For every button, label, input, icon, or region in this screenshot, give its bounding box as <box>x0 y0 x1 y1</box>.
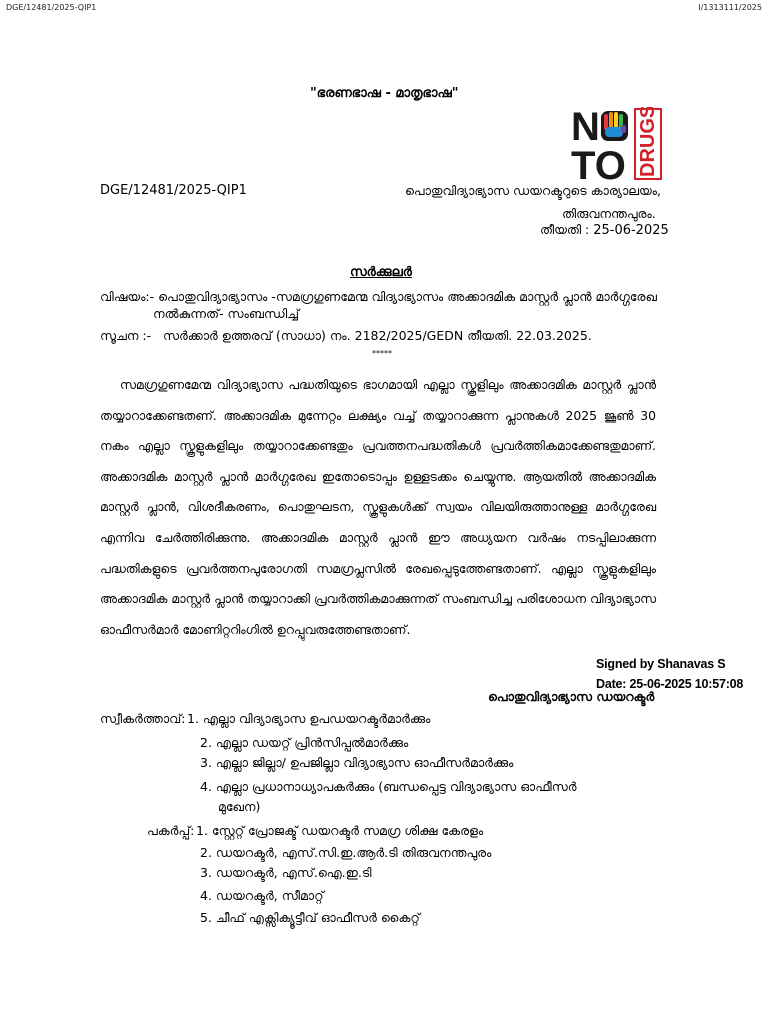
recipient-item: 2. എല്ലാ ഡയറ്റ് പ്രിൻസിപ്പൽമാർക്കും <box>200 735 409 750</box>
svg-text:N: N <box>571 107 600 149</box>
circular-title: സർക്കുലർ <box>350 265 412 280</box>
letter-date <box>540 222 669 238</box>
office-name: പൊതുവിദ്യാഭ്യാസ ഡയറക്ടറുടെ കാര്യാലയം, <box>405 183 661 198</box>
recipient-item: 3. എല്ലാ ജില്ലാ/ ഉപജില്ലാ വിദ്യാഭ്യാസ ഓഫീസർമാർക്കും <box>200 755 514 770</box>
recipient-item: 4. എല്ലാ പ്രധാനാധ്യാപകർക്കും (ബന്ധപ്പെട്ട വിദ്യാഭ്യാസ ഓഫീസർ <box>200 779 577 794</box>
office-location: തിരുവനന്തപുരം. <box>562 206 656 221</box>
copies-label: പകർപ്പ്: <box>147 823 195 838</box>
reference-text: സർക്കാർ ഉത്തരവ് (സാധാ) നം. 2182/2025/GEDN തീയതി. 22.03.2025. <box>163 328 592 343</box>
no-to-drugs-logo <box>571 107 663 181</box>
copy-item: 5. ചീഫ് എക്സിക്യൂട്ടീവ് ഓഫീസർ കൈറ്റ് <box>200 910 420 925</box>
date-label: തീയതി : <box>540 222 594 237</box>
recipient-item: 1. എല്ലാ വിദ്യാഭ്യാസ ഉപഡയറക്ടർമാർക്കും <box>187 711 431 726</box>
motto: "ഭരണഭാഷ - മാതൃഭാഷ" <box>310 86 459 101</box>
subject-label: വിഷയം:- <box>100 289 159 304</box>
date-value: 25-06-2025 <box>593 223 669 238</box>
reference-label: സൂചന :- <box>100 328 152 343</box>
header-file-number: DGE/12481/2025-QIP1 <box>6 3 97 12</box>
separator: ***** <box>372 349 392 358</box>
recipient-item-continuation: മുഖേന) <box>218 799 261 814</box>
subject-line-2: നൽകുന്നത്- സംബന്ധിച്ച് <box>153 306 300 321</box>
copy-item: 2. ഡയറക്ടർ, എസ്.സി.ഇ.ആർ.ടി തിരുവനന്തപുരം <box>200 845 492 860</box>
subject-text: പൊതുവിദ്യാഭ്യാസം -സമഗ്രഗുണമേന്മ വിദ്യാഭ്യാസം അക്കാദമിക മാസ്റ്റർ പ്ലാൻ മാർഗ്ഗരേഖ <box>158 289 657 304</box>
file-number: DGE/12481/2025-QIP1 <box>100 183 247 198</box>
hand-icon <box>601 111 628 141</box>
header-document-id: I/1313111/2025 <box>698 3 762 12</box>
body-paragraph: സമഗ്രഗുണമേന്മ വിദ്യാഭ്യാസ പദ്ധതിയുടെ ഭാഗമായി എല്ലാ സ്കൂളിലും അക്കാദമിക മാസ്റ്റർ പ്ലാൻ തയ്യാറാക്കേണ്ടതണ്. അക്കാദമിക മുന്നേറ്റം ലക്ഷ്യം വച്ച് തയ്യാറാക്കുന്ന പ്ലാനുകൾ 2025 ജൂൺ 30 നകം എല്ലാ സ്കൂളുകളിലും തയ്യാറാക്കേണ്ടതും പ്രവത്തനപദ്ധതികൾ പ്രവർത്തികമാക്കേണ്ടതുമാണ്. അക്കാദമിക മാസ്റ്റർ പ്ലാൻ മാർഗ്ഗരേഖ ഇതോടൊപ്പം ഉള്ളടക്കം ചെയ്യുന്നു. ആയതിൽ അക്കാദമിക മാസ്റ്റർ പ്ലാൻ, വിശദീകരണം, പൊതുഘടന, സ്കൂളുകൾക്ക് സ്വയം വിലയിരുത്താനുള്ള മാർഗ്ഗരേഖ എന്നിവ ചേർത്തിരിക്കുന്നു. അക്കാദമിക മാസ്റ്റർ പ്ലാൻ ഈ അധ്യയന വർഷം നടപ്പിലാക്കുന്ന പദ്ധതികളുടെ പ്രവർത്തനപുരോഗതി സമഗ്രപ്ലസിൽ രേഖപ്പെടുത്തേണ്ടതാണ്. എല്ലാ സ്കൂളുകളിലും അക്കാദമിക മാസ്റ്റർ പ്ലാൻ തയ്യാറാക്കി പ്രവർത്തികമാക്കുന്നത് സംബന്ധിച്ച പരിശോധന വിദ്യാഭ്യാസ ഓഫീസർമാർ മോണിറ്ററിംഗിൽ ഉറപ്പുവരുത്തേണ്ടതാണ്. <box>100 377 656 637</box>
copy-item: 1. സ്റ്റേറ്റ് പ്രോജക്ട് ഡയറക്ടർ സമഗ്ര ശിക്ഷ കേരളം <box>196 823 484 838</box>
signatory-designation: പൊതുവിദ്യാഭ്യാസ ഡയറക്ടർ <box>488 689 655 704</box>
svg-text:DRUGS: DRUGS <box>637 107 659 177</box>
copy-item: 3. ഡയറക്ടർ, എസ്.ഐ.ഇ.ടി <box>200 865 372 880</box>
svg-text:TO: TO <box>571 144 626 181</box>
no-drugs-logo-icon <box>571 107 663 181</box>
copy-item: 4. ഡയറക്ടർ, സീമാറ്റ് <box>200 888 324 903</box>
digital-signature-name: Signed by Shanavas S <box>596 657 726 671</box>
digital-signature-date: Date: 25-06-2025 10:57:08 <box>596 677 744 691</box>
subject-line-1 <box>100 289 657 305</box>
recipients-label: സ്വീകർത്താവ്: <box>100 711 186 726</box>
